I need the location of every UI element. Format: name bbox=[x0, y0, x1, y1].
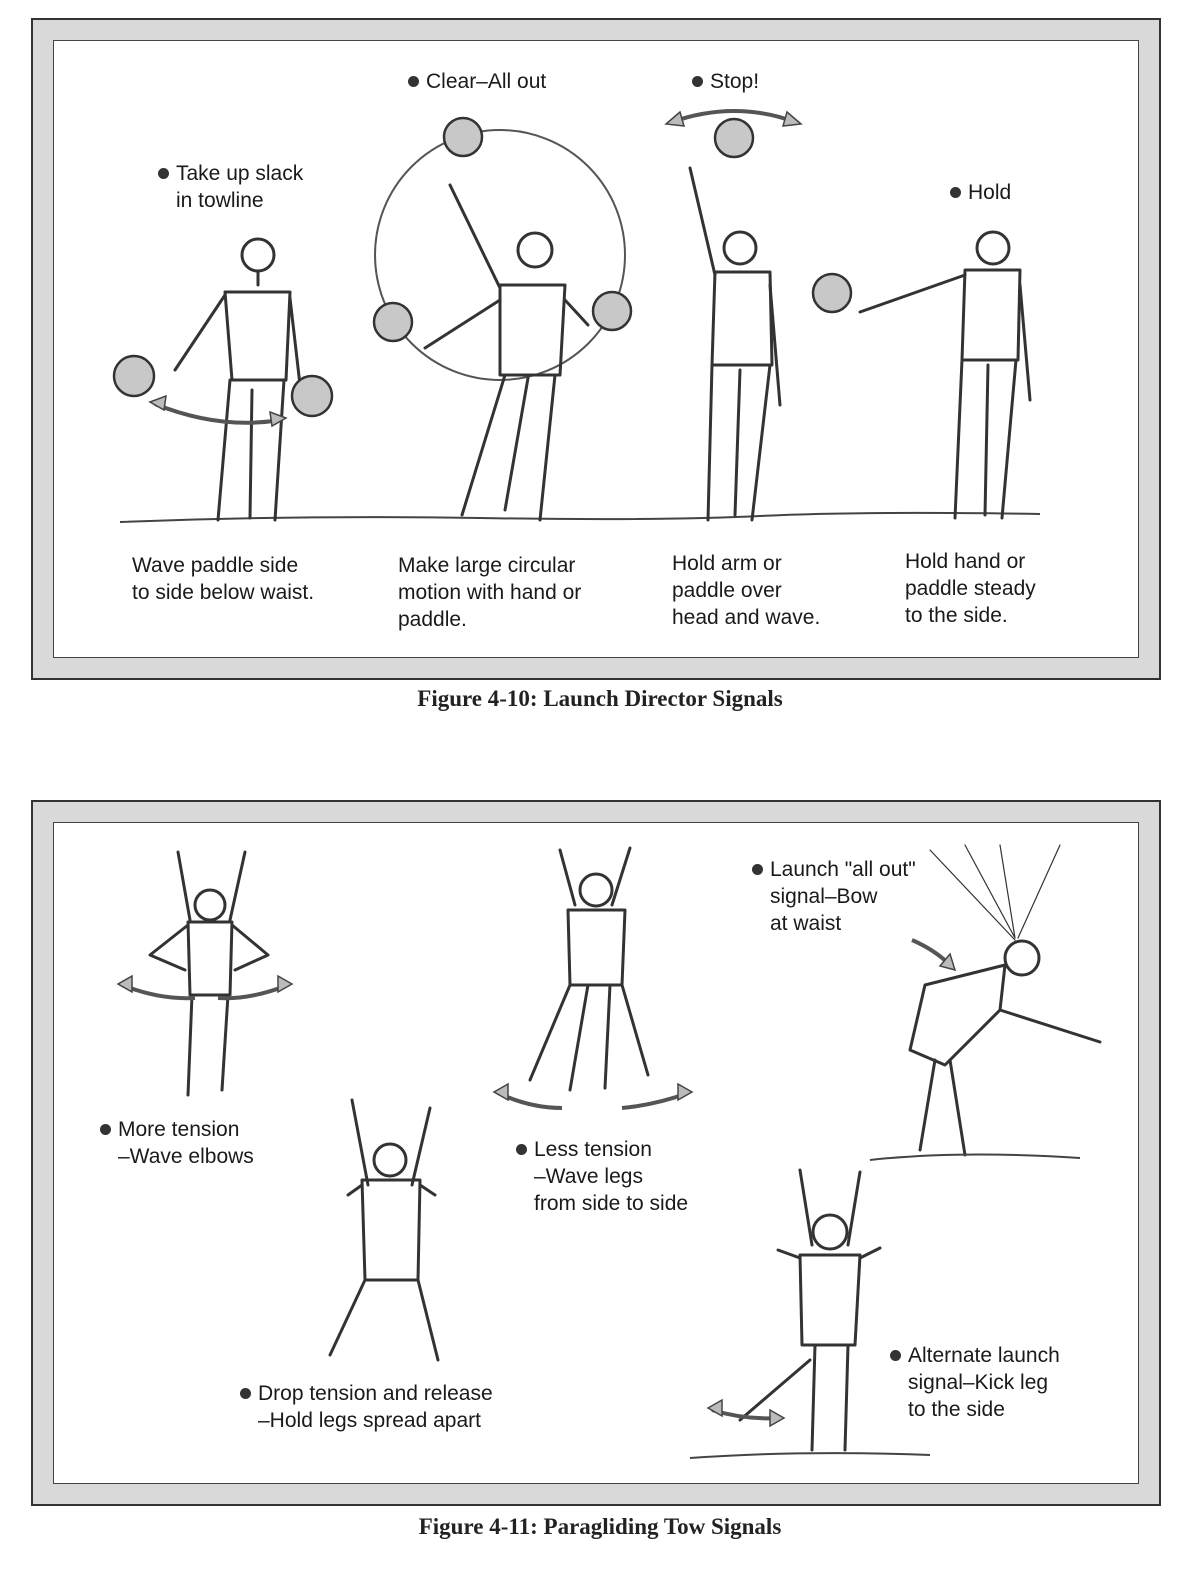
signal-desc-take-up-slack: Wave paddle side to side below waist. bbox=[132, 554, 315, 604]
signal-launch-all-out: Launch "all out" signal–Bow at waist bbox=[752, 856, 916, 937]
signal-desc-stop: Hold arm or paddle over head and wave. bbox=[672, 552, 821, 629]
person-kick-leg bbox=[740, 1170, 880, 1450]
bullet-dot bbox=[100, 1124, 111, 1135]
bullet-dot bbox=[516, 1144, 527, 1155]
person-more-tension bbox=[150, 852, 268, 1095]
signal-more-tension: More tension –Wave elbows bbox=[100, 1116, 254, 1170]
signal-drop-tension: Drop tension and release –Hold legs spread apart bbox=[240, 1380, 493, 1434]
signal-title-take-up-slack: Take up slack in towline bbox=[158, 160, 303, 214]
signal-desc-clear-all-out: Make large circular motion with hand or paddle. bbox=[398, 554, 582, 631]
figure-4-11-caption: Figure 4-11: Paragliding Tow Signals bbox=[418, 1514, 782, 1539]
motion-arrow bbox=[122, 985, 195, 998]
person-less-tension bbox=[530, 848, 648, 1090]
signal-title-stop: Stop! bbox=[692, 68, 759, 95]
signal-less-tension: Less tension –Wave legs from side to side bbox=[516, 1136, 688, 1217]
figure-4-10-caption: Figure 4-10: Launch Director Signals bbox=[417, 686, 783, 711]
bullet-dot bbox=[890, 1350, 901, 1361]
signal-alternate-launch: Alternate launch signal–Kick leg to the side bbox=[890, 1342, 1060, 1423]
signal-title-hold: Hold bbox=[950, 179, 1011, 206]
signal-desc-hold: Hold hand or paddle steady to the side. bbox=[905, 550, 1036, 627]
signal-title-clear-all-out: Clear–All out bbox=[408, 68, 546, 95]
bullet-dot bbox=[240, 1388, 251, 1399]
bullet-dot bbox=[752, 864, 763, 875]
person-drop-tension bbox=[330, 1100, 438, 1360]
ground-line bbox=[870, 1154, 1080, 1160]
ground-line bbox=[690, 1453, 930, 1458]
person-launch-bow bbox=[910, 845, 1100, 1155]
